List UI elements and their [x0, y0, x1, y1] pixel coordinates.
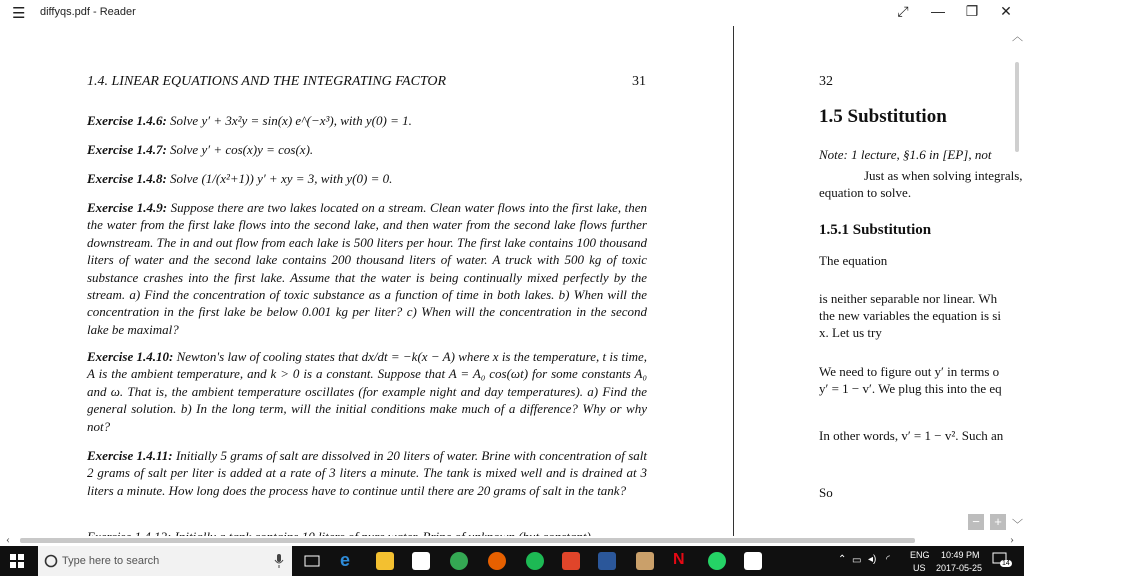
file-explorer-icon[interactable]	[376, 552, 394, 570]
exercise-label: Exercise 1.4.10:	[87, 349, 174, 364]
exercise-text: Solve y′ + cos(x)y = cos(x).	[170, 142, 314, 157]
action-center-button[interactable]	[992, 552, 1010, 570]
document-viewer[interactable]	[0, 26, 1024, 536]
scroll-right-icon[interactable]: ›	[1010, 532, 1014, 546]
horizontal-scroll-thumb[interactable]	[20, 538, 915, 543]
subsection-title: 1.5.1 Substitution	[819, 222, 932, 238]
notification-count-badge: 14	[1002, 560, 1010, 567]
clock-time[interactable]: 10:49 PM	[941, 550, 980, 560]
paragraph-line: So	[819, 485, 833, 500]
chrome-icon[interactable]	[450, 552, 468, 570]
taskbar-search-box[interactable]	[38, 546, 292, 576]
exercise-text: Suppose there are two lakes located on a stream. Clean water flows into the first lake, then the water from the first lake flows into the second lake, and then water from the second lake flows further downstream. The in and out flow from each lake is 500 liters per hour. The first lake contains 100 thousand liters of water and the second lake contains 200 thousand liters of water. A truck with 500 kg of toxic substance crashes into the first lake. Assume that the water is being continually mixed perfectly by the stream. a) Find the concentration of toxic substance as a function of time in both lakes. b) When will the concentration in the first lake be below 0.001 kg per liter? c) When will the concentration in the second lake be maximal?	[87, 200, 648, 337]
minimize-button[interactable]: —	[931, 3, 945, 19]
mic-icon[interactable]	[274, 554, 284, 568]
exercise-1-4-6	[87, 112, 647, 129]
paragraph-line: x. Let us try	[819, 325, 882, 340]
exercise-label: Exercise 1.4.8:	[87, 171, 167, 186]
exercise-1-4-9	[87, 199, 647, 338]
exercise-text: Solve y′ + 3x²y = sin(x) e^(−x³), with y(0) = 1.	[170, 113, 412, 128]
language-indicator[interactable]: ENG	[910, 550, 930, 560]
restore-button[interactable]: ❐	[965, 3, 979, 19]
search-placeholder: Type here to search	[62, 555, 160, 567]
zoom-out-button[interactable]: −	[968, 514, 984, 530]
pdf-page-31	[0, 26, 734, 536]
exercise-label: Exercise 1.4.6:	[87, 113, 167, 128]
netflix-icon[interactable]: N	[673, 551, 685, 568]
paragraph-line: Just as when solving integrals,	[864, 168, 1023, 183]
paragraph-line: y′ = 1 − v′. We plug this into the eq	[819, 381, 1002, 396]
store-icon[interactable]	[412, 552, 430, 570]
search-circle-icon	[44, 554, 58, 568]
whatsapp-icon[interactable]	[708, 552, 726, 570]
task-view-icon[interactable]	[304, 554, 320, 568]
exercise-text: Newton's law of cooling states that dx/dt = −k(x − A) where x is the temperature, t is time, A is the ambient temperature, and k > 0 is a constant. Suppose that A = A₀ cos(ωt) for some constants A₀ and ω. That is, the ambient temperature oscillates (for example night and day temperatures). a) Find the general solution. b) In the long term, will the initial conditions make much of a difference? Why or why not?	[87, 349, 647, 434]
paragraph-line: the new variables the equation is si	[819, 308, 1001, 323]
exercise-label: Exercise 1.4.9:	[87, 200, 168, 215]
zoom-in-button[interactable]: +	[990, 514, 1006, 530]
section-title: 1.5 Substitution	[819, 106, 947, 127]
horizontal-scrollbar[interactable]	[0, 532, 1024, 546]
spotify-icon[interactable]	[526, 552, 544, 570]
paragraph-line: equation to solve.	[819, 185, 912, 200]
tray-chevron-icon[interactable]: ⌃	[838, 554, 847, 565]
exercise-1-4-7	[87, 141, 647, 158]
exercise-1-4-10	[87, 348, 647, 435]
word-icon[interactable]	[598, 552, 616, 570]
paragraph-line: The equation	[819, 253, 888, 268]
windows-icon	[10, 554, 24, 568]
vertical-scroll-thumb[interactable]	[1015, 62, 1019, 152]
exercise-text: Solve (1/(x²+1)) y′ + xy = 3, with y(0) = 0.	[170, 171, 393, 186]
window-title: diffyqs.pdf - Reader	[40, 6, 136, 18]
exercise-1-4-11	[87, 447, 647, 499]
tray-battery-icon[interactable]: ▭	[852, 555, 862, 566]
app-u-icon[interactable]	[562, 552, 580, 570]
fullscreen-icon[interactable]: ⤢	[897, 3, 909, 19]
paragraph-line: We need to figure out y′ in terms o	[819, 364, 1000, 379]
close-button[interactable]: ✕	[1000, 3, 1012, 19]
page-number: 32	[819, 74, 833, 89]
word2-icon[interactable]	[636, 552, 654, 570]
taskbar	[0, 546, 1024, 576]
windows-start-button[interactable]	[10, 554, 24, 568]
paragraph-line: In other words, v′ = 1 − v². Such an	[819, 428, 1004, 443]
scroll-up-icon[interactable]: ︿	[1012, 31, 1023, 43]
section-note: Note: 1 lecture, §1.6 in [EP], not	[819, 147, 992, 162]
hamburger-menu-icon[interactable]: ☰	[12, 5, 26, 22]
tray-wifi-icon[interactable]: ◜	[886, 554, 890, 565]
paragraph-line: is neither separable nor linear. Wh	[819, 291, 998, 306]
clock-date[interactable]: 2017-05-25	[936, 563, 983, 573]
photos-icon[interactable]	[744, 552, 762, 570]
exercise-label: Exercise 1.4.7:	[87, 142, 167, 157]
exercise-label: Exercise 1.4.11:	[87, 448, 173, 463]
exercise-1-4-8	[87, 170, 647, 187]
tray-volume-icon[interactable]: ◂)	[868, 554, 877, 565]
edge-icon[interactable]: e	[340, 550, 351, 570]
scroll-down-icon[interactable]: ﹀	[1012, 519, 1023, 531]
exercise-text: Initially 5 grams of salt are dissolved in 20 liters of water. Brine with concentration of salt 2 grams of salt per liter is added at a rate of 3 liters a minute. The tank is mixed well and is drained at 3 liters a minute. How long does the process have to continue until there are 20 grams of salt in the tank?	[87, 448, 648, 498]
page-number: 31	[632, 74, 646, 89]
firefox-icon[interactable]	[488, 552, 506, 570]
pdf-page-32	[734, 26, 1024, 536]
vertical-scrollbar[interactable]	[1010, 26, 1024, 536]
running-header: 1.4. LINEAR EQUATIONS AND THE INTEGRATING FACTOR	[87, 74, 447, 89]
scroll-left-icon[interactable]: ‹	[6, 532, 10, 546]
title-bar	[0, 0, 1024, 26]
region-indicator[interactable]: US	[913, 563, 926, 573]
